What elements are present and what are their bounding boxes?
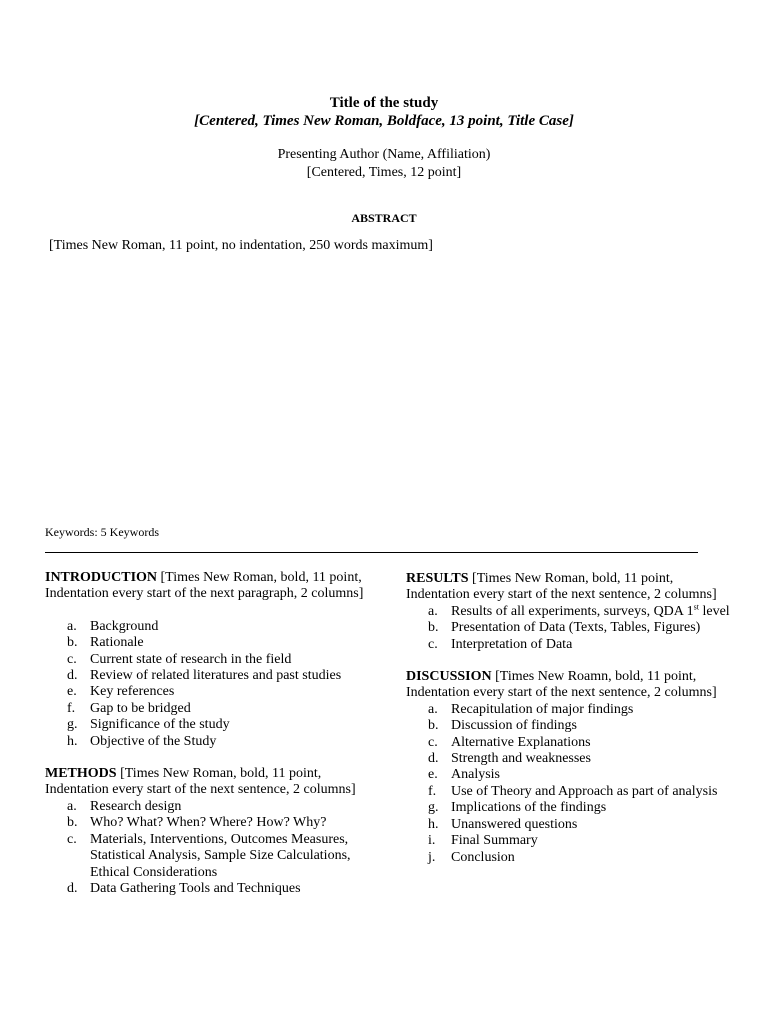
list-item-text: Use of Theory and Approach as part of analysis	[451, 783, 718, 799]
list-item	[406, 604, 736, 620]
list-item	[406, 784, 736, 800]
list-item	[406, 833, 736, 849]
list-item	[45, 815, 375, 831]
title-format-note: [Centered, Times New Roman, Boldface, 13 point, Title Case]	[194, 113, 574, 129]
list-item	[406, 718, 736, 734]
list-item-text: Current state of research in the field	[90, 651, 292, 667]
list-marker: b.	[67, 635, 78, 651]
list-item	[45, 881, 375, 897]
discussion-list	[406, 702, 736, 866]
list-item	[45, 668, 375, 684]
list-item	[406, 620, 736, 636]
list-marker: d.	[67, 880, 78, 896]
list-marker: g.	[428, 800, 439, 816]
list-item	[406, 702, 736, 718]
list-marker: a.	[67, 798, 77, 814]
list-item-text: Alternative Explanations	[451, 734, 591, 750]
list-marker: g.	[67, 717, 78, 733]
list-item-text: Strength and weaknesses	[451, 751, 591, 767]
author-format-note: [Centered, Times, 12 point]	[306, 165, 462, 180]
list-item-text: Research design	[90, 798, 182, 814]
section-divider	[45, 552, 698, 553]
list-marker: d.	[428, 751, 439, 767]
list-marker: b.	[67, 815, 78, 831]
list-item-text: Conclusion	[451, 849, 515, 865]
list-item	[45, 619, 375, 635]
list-marker: f.	[67, 700, 76, 716]
introduction-list	[45, 619, 375, 750]
list-item	[45, 734, 375, 750]
list-marker: h.	[428, 816, 439, 832]
introduction-section-head	[45, 570, 375, 603]
list-marker: b.	[428, 620, 439, 636]
list-marker: c.	[428, 636, 438, 652]
list-marker: h.	[67, 733, 78, 749]
abstract-format-note: [Times New Roman, 11 point, no indentation, 250 words maximum]	[49, 238, 433, 253]
list-item-text: Who? What? When? Where? How? Why?	[90, 815, 327, 831]
abstract-heading: ABSTRACT	[351, 211, 417, 225]
list-item	[406, 850, 736, 866]
results-list	[406, 604, 736, 653]
list-marker: e.	[428, 767, 438, 783]
list-marker: d.	[67, 668, 78, 684]
list-item-text: Presentation of Data (Texts, Tables, Figures)	[451, 620, 701, 636]
list-marker: a.	[428, 701, 438, 717]
introduction-format-note: [Times New Roman, bold, 11 point, Indentation every start of the next paragraph, 2 columns]	[45, 570, 364, 602]
discussion-format-note: [Times New Roamn, bold, 11 point, Indentation every start of the next sentence, 2 columns]	[406, 669, 717, 701]
list-marker: c.	[67, 831, 77, 847]
list-item-text: Implications of the findings	[451, 800, 607, 816]
list-marker: e.	[67, 684, 77, 700]
list-marker: c.	[67, 651, 77, 667]
introduction-heading: INTRODUCTION	[45, 570, 158, 585]
list-marker: a.	[67, 618, 77, 634]
list-marker: i.	[428, 833, 436, 849]
list-item-text: Final Summary	[451, 833, 538, 849]
presenting-author: Presenting Author (Name, Affiliation)	[277, 147, 491, 162]
list-item	[45, 652, 375, 668]
list-item	[45, 684, 375, 700]
list-item-text: Unanswered questions	[451, 816, 578, 832]
methods-list	[45, 799, 375, 897]
list-item	[45, 832, 375, 881]
list-marker: f.	[428, 783, 437, 799]
list-item	[45, 635, 375, 651]
list-item	[406, 751, 736, 767]
list-item	[45, 717, 375, 733]
list-item-text: Significance of the study	[90, 717, 230, 733]
list-item-text: Interpretation of Data	[451, 636, 573, 652]
list-item-text: Analysis	[451, 767, 500, 783]
methods-format-note: [Times New Roman, bold, 11 point, Indentation every start of the next sentence, 2 columns]	[45, 766, 356, 798]
list-item	[406, 817, 736, 833]
list-item-text: Results of all experiments, surveys, QDA 1	[451, 603, 694, 619]
list-item-text: Recapitulation of major findings	[451, 701, 634, 717]
list-item	[406, 767, 736, 783]
results-section-head	[406, 571, 736, 604]
list-marker: a.	[428, 603, 438, 619]
study-title: Title of the study	[329, 95, 439, 111]
methods-section-head	[45, 766, 375, 799]
list-item-text: Rationale	[90, 635, 144, 651]
list-marker: b.	[428, 718, 439, 734]
methods-heading: METHODS	[45, 766, 117, 782]
list-item-text: Review of related literatures and past studies	[90, 668, 342, 684]
left-column	[45, 570, 375, 897]
list-item-text: Key references	[90, 684, 175, 700]
list-item	[406, 637, 736, 653]
list-item-text: Gap to be bridged	[90, 700, 191, 716]
list-item	[406, 800, 736, 816]
superscript: st	[693, 602, 699, 612]
list-item	[45, 799, 375, 815]
list-item-text: Background	[90, 618, 159, 634]
right-column	[406, 571, 736, 866]
list-item-text: Objective of the Study	[90, 733, 217, 749]
discussion-heading: DISCUSSION	[406, 669, 492, 685]
keywords-line: Keywords: 5 Keywords	[45, 525, 159, 539]
list-marker: j.	[428, 849, 436, 865]
list-item	[406, 735, 736, 751]
list-item-text: Data Gathering Tools and Techniques	[90, 880, 301, 896]
list-item-text: Discussion of findings	[451, 718, 577, 734]
list-item	[45, 701, 375, 717]
results-heading: RESULTS	[406, 571, 469, 586]
discussion-section-head	[406, 669, 736, 702]
list-marker: c.	[428, 734, 438, 750]
list-item-text-continued: level	[698, 603, 730, 619]
list-item-text: Materials, Interventions, Outcomes Measures, Statistical Analysis, Sample Size Calculations, Ethical Considerations	[90, 831, 351, 880]
results-format-note: [Times New Roman, bold, 11 point, Indentation every start of the next sentence, 2 columns]	[406, 571, 717, 603]
